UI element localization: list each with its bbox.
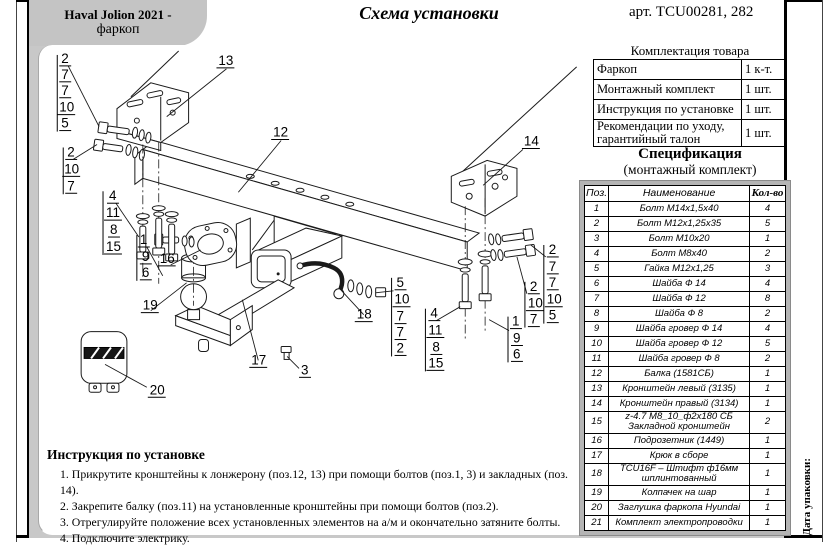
spec-cell-pos: 5: [585, 262, 609, 277]
spec-cell-qty: 1: [750, 500, 786, 515]
spec-row: [585, 500, 786, 515]
callout-number-14: 14: [523, 133, 539, 149]
spec-cell-qty: 4: [750, 202, 786, 217]
spec-cell-name: Кронштейн правый (3134): [609, 397, 750, 412]
spec-cell-qty: 4: [750, 322, 786, 337]
package-row: [594, 80, 787, 100]
spec-cell-qty: 5: [750, 337, 786, 352]
spec-cell-pos: 8: [585, 307, 609, 322]
spec-header-qty: Кол-во: [750, 186, 786, 202]
package-row: [594, 100, 787, 120]
package-item-qty: 1 к-т.: [742, 60, 787, 80]
spec-cell-pos: 12: [585, 367, 609, 382]
spec-cell-name: Подрозетник (1449): [609, 433, 750, 448]
specification-title: Спецификация: [638, 146, 742, 162]
callout-number-20: 20: [149, 382, 165, 398]
spec-cell-qty: 4: [750, 277, 786, 292]
callout-number-7: 7: [67, 178, 75, 194]
spec-row: [585, 277, 786, 292]
spec-cell-name: Колпачек на шар: [609, 485, 750, 500]
callout-number-5: 5: [61, 115, 69, 131]
callout-number-2: 2: [529, 278, 538, 294]
callout-number-7: 7: [396, 324, 405, 340]
spec-row: [585, 412, 786, 434]
callout-number-15: 15: [106, 238, 121, 254]
spec-cell-qty: 1: [750, 515, 786, 530]
page-title: Схема установки: [359, 3, 499, 23]
spec-cell-qty: 5: [750, 217, 786, 232]
callout-number-11: 11: [106, 205, 120, 221]
callout-number-13: 13: [218, 52, 234, 68]
spec-cell-pos: 16: [585, 433, 609, 448]
callout-number-7: 7: [396, 308, 405, 324]
specification-table: [584, 185, 786, 531]
package-item-name: Фаркоп: [594, 60, 742, 80]
callout-number-9: 9: [141, 248, 150, 264]
spec-row: [585, 307, 786, 322]
small-bolt-part: [281, 346, 291, 359]
spec-header-pos: Поз.: [585, 186, 609, 202]
spec-cell-name: Шайба гровер Ф 8: [609, 352, 750, 367]
spec-row: [585, 433, 786, 448]
callout-number-7: 7: [61, 66, 69, 82]
instruction-item: 2. Закрепите балку (поз.11) на установленные кронштейны при помощи болтов (поз.2).: [60, 499, 499, 513]
spec-row: [585, 262, 786, 277]
spec-cell-qty: 1: [750, 367, 786, 382]
spec-row: [585, 515, 786, 530]
spec-cell-qty: 1: [750, 485, 786, 500]
spec-cell-qty: 1: [750, 232, 786, 247]
spec-cell-qty: 1: [750, 463, 786, 485]
margin-line-left: [16, 0, 17, 542]
vehicle-model-box: [29, 0, 207, 46]
spec-cell-pos: 6: [585, 277, 609, 292]
spec-cell-name: TCU16F – Штифт ф16мм шплинтованный: [609, 463, 750, 485]
callout-number-7: 7: [548, 258, 557, 274]
spec-cell-pos: 2: [585, 217, 609, 232]
spec-cell-name: Болт М14х1,5х40: [609, 202, 750, 217]
specification-frame: [580, 181, 790, 535]
spec-cell-name: Балка (1581СБ): [609, 367, 750, 382]
spec-cell-name: z-4.7 М8_10_ф2х180 СБ Закладной кронштейн: [609, 412, 750, 434]
article-number: арт. TCU00281, 282: [629, 4, 754, 20]
spec-row: [585, 397, 786, 412]
spec-row: [585, 217, 786, 232]
spec-cell-pos: 15: [585, 412, 609, 434]
package-contents-title: Комплектация товара: [630, 43, 750, 58]
right-bolt-group-vertical: [458, 198, 492, 341]
callout-number-11: 11: [428, 322, 443, 338]
spec-cell-qty: 2: [750, 247, 786, 262]
spec-cell-pos: 17: [585, 448, 609, 463]
callout-number-6: 6: [141, 264, 150, 280]
spec-row: [585, 485, 786, 500]
spec-cell-qty: 1: [750, 397, 786, 412]
spec-cell-name: Шайба гровер Ф 12: [609, 337, 750, 352]
callout-number-5: 5: [396, 274, 405, 290]
spec-cell-name: Кронштейн левый (3135): [609, 382, 750, 397]
spec-row: [585, 247, 786, 262]
spec-cell-pos: 13: [585, 382, 609, 397]
callout-number-7: 7: [61, 82, 69, 98]
callout-number-2: 2: [61, 50, 69, 66]
spec-cell-name: Шайба гровер Ф 14: [609, 322, 750, 337]
callout-number-17: 17: [251, 352, 267, 368]
spec-cell-pos: 19: [585, 485, 609, 500]
instruction-item: 1. Прикрутите кронштейны к лонжерону (поз.12, 13) при помощи болтов (поз.1, 3) и закладных (поз. 14).: [60, 467, 569, 497]
callout-number-1: 1: [511, 313, 520, 329]
callout-number-1: 1: [139, 232, 148, 248]
callout-number-2: 2: [396, 340, 405, 356]
spec-cell-qty: 1: [750, 433, 786, 448]
package-item-qty: 1 шт.: [742, 120, 787, 147]
callout-number-8: 8: [432, 339, 440, 355]
margin-line-right: [822, 0, 823, 542]
callout-number-19: 19: [142, 297, 158, 313]
spec-cell-pos: 7: [585, 292, 609, 307]
callout-number-2: 2: [548, 241, 557, 257]
package-item-name: Рекомендации по уходу, гарантийный талон: [594, 120, 742, 147]
callout-number-10: 10: [394, 291, 410, 307]
callout-number-3: 3: [301, 362, 309, 378]
callout-number-6: 6: [512, 346, 521, 362]
spec-cell-name: Болт М8х40: [609, 247, 750, 262]
right-bolt-group-horizontal: [488, 228, 536, 262]
package-row: [594, 60, 787, 80]
callout-number-5: 5: [548, 307, 557, 323]
spec-cell-pos: 9: [585, 322, 609, 337]
spec-row: [585, 367, 786, 382]
package-item-qty: 1 шт.: [742, 100, 787, 120]
callout-number-16: 16: [159, 250, 175, 266]
spec-cell-name: Шайба Ф 14: [609, 277, 750, 292]
spec-cell-pos: 3: [585, 232, 609, 247]
installation-instructions: [47, 447, 574, 546]
product-type: фаркоп: [96, 22, 140, 37]
packing-date-strip: [792, 0, 822, 542]
exploded-view-diagram: [39, 45, 577, 445]
callout-number-10: 10: [546, 291, 562, 307]
callout-number-4: 4: [108, 188, 117, 204]
package-row: [594, 120, 787, 147]
cover-plug-part: [81, 332, 127, 393]
callout-number-9: 9: [512, 330, 521, 346]
spec-row: [585, 292, 786, 307]
sheet-body: [27, 0, 787, 545]
spec-row: [585, 337, 786, 352]
specification-subtitle: (монтажный комплект): [623, 162, 757, 177]
package-item-name: Инструкция по установке: [594, 100, 742, 120]
package-contents-table: [593, 59, 787, 147]
instructions-title: Инструкция по установке: [47, 447, 205, 462]
callout-number-10: 10: [64, 161, 80, 177]
spec-cell-pos: 14: [585, 397, 609, 412]
callout-number-4: 4: [430, 305, 438, 321]
spec-row: [585, 463, 786, 485]
spec-row: [585, 382, 786, 397]
spec-cell-qty: 2: [750, 412, 786, 434]
spec-cell-name: Шайба Ф 8: [609, 307, 750, 322]
callout-number-18: 18: [356, 306, 372, 322]
spec-cell-qty: 2: [750, 307, 786, 322]
spec-cell-name: Гайка М12х1,25: [609, 262, 750, 277]
callout-number-7: 7: [548, 274, 557, 290]
callout-number-15: 15: [428, 355, 444, 371]
spec-cell-name: Крюк в сборе: [609, 448, 750, 463]
spec-row: [585, 322, 786, 337]
spec-cell-pos: 4: [585, 247, 609, 262]
spec-cell-pos: 1: [585, 202, 609, 217]
longeron-line-right: [457, 67, 576, 176]
package-item-name: Монтажный комплект: [594, 80, 742, 100]
spec-cell-name: Болт М12х1,25х35: [609, 217, 750, 232]
spec-cell-pos: 18: [585, 463, 609, 485]
package-item-qty: 1 шт.: [742, 80, 787, 100]
spec-cell-qty: 1: [750, 382, 786, 397]
spec-cell-qty: 1: [750, 448, 786, 463]
spec-header-name: Наименование: [609, 186, 750, 202]
spec-cell-pos: 10: [585, 337, 609, 352]
spec-row: [585, 232, 786, 247]
spec-cell-qty: 2: [750, 352, 786, 367]
callout-number-7: 7: [529, 311, 538, 327]
packing-date-label: Дата упаковки:: [801, 458, 813, 536]
left-bracket-part: [117, 83, 189, 151]
callout-number-8: 8: [109, 222, 118, 238]
spec-cell-name: Заглушка фаркопа Hyundai: [609, 500, 750, 515]
callout-number-10: 10: [527, 295, 543, 311]
spec-row: [585, 448, 786, 463]
instruction-item: 4. Подключите электрику.: [60, 531, 190, 545]
spec-cell-qty: 8: [750, 292, 786, 307]
spec-cell-name: Шайба Ф 12: [609, 292, 750, 307]
right-bracket-part: [451, 160, 517, 216]
spec-cell-pos: 11: [585, 352, 609, 367]
spec-row: [585, 202, 786, 217]
vehicle-model: Haval Jolion 2021 -: [64, 7, 172, 22]
instruction-item: 3. Отрегулируйте положение всех установленных элементов на а/м и окончательно затяните болты.: [60, 515, 561, 529]
spec-cell-pos: 21: [585, 515, 609, 530]
spec-cell-name: Комплект электропроводки: [609, 515, 750, 530]
callout-number-2: 2: [67, 144, 75, 160]
spec-row: [585, 352, 786, 367]
spec-cell-pos: 20: [585, 500, 609, 515]
callout-number-12: 12: [273, 124, 289, 140]
instructions-list: [47, 466, 574, 546]
callout-number-10: 10: [59, 99, 75, 115]
drawing-panel: [38, 45, 578, 545]
spec-cell-qty: 3: [750, 262, 786, 277]
spec-cell-name: Болт М10х20: [609, 232, 750, 247]
